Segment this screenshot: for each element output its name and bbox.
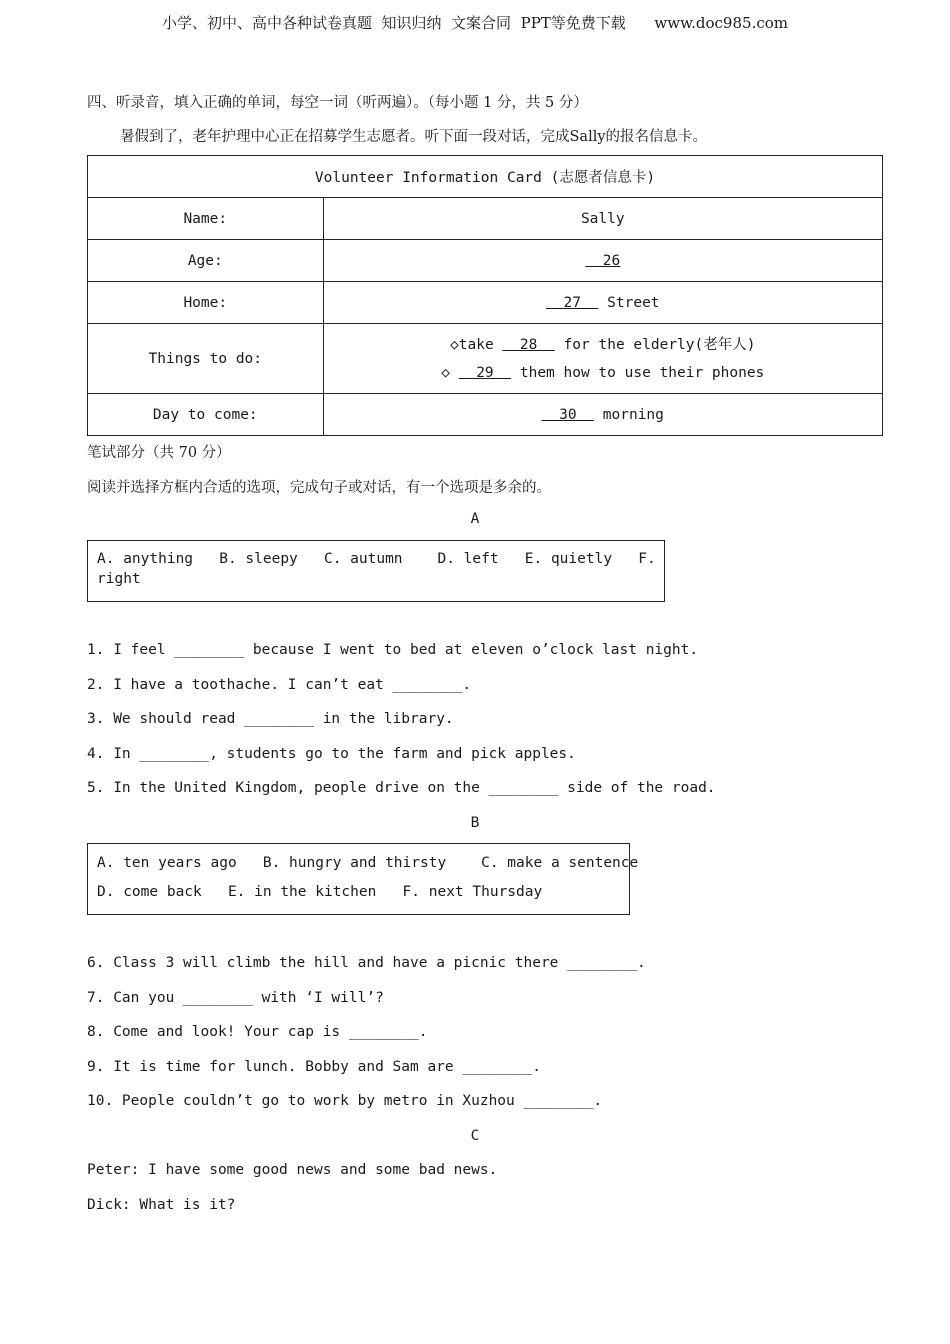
things-line-2-suffix: them how to use their phones <box>511 364 765 381</box>
name-value: Sally <box>323 198 882 240</box>
day-suffix: morning <box>594 406 664 423</box>
blank-30: 30 <box>541 406 595 423</box>
part-b-label: B <box>470 815 480 831</box>
part-a-label: A <box>470 511 480 527</box>
options-b-line-1: A. ten years ago B. hungry and thirsty C. make a sentence <box>97 855 639 871</box>
card-title: Volunteer Information Card (志愿者信息卡) <box>88 156 883 198</box>
options-box-a <box>87 540 665 602</box>
question-8: 8. Come and look! Your cap is ________. <box>87 1024 428 1040</box>
question-4: 4. In ________, students go to the farm and pick apples. <box>87 746 576 762</box>
things-line-1-suffix: for the elderly(老年人) <box>554 336 756 353</box>
blank-27: 27 <box>546 294 599 311</box>
things-line-1-prefix: ◇take <box>450 336 503 353</box>
age-label: Age: <box>88 240 324 282</box>
part-c-label: C <box>470 1128 480 1144</box>
things-line-2 <box>324 359 882 387</box>
age-value: 26 <box>585 252 621 269</box>
things-line-2-prefix: ◇ <box>441 364 459 381</box>
name-label: Name: <box>88 198 324 240</box>
question-10: 10. People couldn’t go to work by metro in Xuzhou ________. <box>87 1093 603 1109</box>
volunteer-card <box>87 155 883 436</box>
section-title: 四、听录音，填入正确的单词，每空一词（听两遍）。（每小题 1 分，共 5 分） <box>87 95 588 111</box>
question-3: 3. We should read ________ in the library. <box>87 711 454 727</box>
age-cell <box>323 240 882 282</box>
home-cell <box>323 282 882 324</box>
options-a-line-1: A. anything B. sleepy C. autumn D. left E. quietly F. <box>97 551 656 567</box>
question-9: 9. It is time for lunch. Bobby and Sam are ________. <box>87 1059 541 1075</box>
written-instruction: 阅读并选择方框内合适的选项，完成句子或对话，有一个选项是多余的。 <box>87 480 551 496</box>
question-7: 7. Can you ________ with ‘I will’? <box>87 990 384 1006</box>
home-label: Home: <box>88 282 324 324</box>
question-1: 1. I feel ________ because I went to bed at eleven o’clock last night. <box>87 642 699 658</box>
day-cell <box>323 394 882 436</box>
options-a-line-2: right <box>97 571 141 587</box>
question-6: 6. Class 3 will climb the hill and have a picnic there ________. <box>87 955 646 971</box>
question-2: 2. I have a toothache. I can’t eat ________. <box>87 677 472 693</box>
things-line-1 <box>324 331 882 359</box>
page-header: 小学、初中、高中各种试卷真题 知识归纳 文案合同 PPT等免费下载 www.doc985.com <box>161 14 788 32</box>
things-label: Things to do: <box>88 324 324 394</box>
dialogue-line-2: Dick: What is it? <box>87 1197 236 1213</box>
home-suffix: Street <box>598 294 660 311</box>
written-title: 笔试部分（共 70 分） <box>87 445 231 461</box>
blank-28: 28 <box>502 336 555 353</box>
section-intro: 暑假到了，老年护理中心正在招募学生志愿者。听下面一段对话，完成Sally的报名信息卡。 <box>120 129 708 145</box>
day-label: Day to come: <box>88 394 324 436</box>
question-5: 5. In the United Kingdom, people drive on the ________ side of the road. <box>87 780 716 796</box>
dialogue-line-1: Peter: I have some good news and some bad news. <box>87 1162 498 1178</box>
things-cell <box>323 324 882 394</box>
blank-29: 29 <box>458 364 512 381</box>
options-box-b <box>87 843 639 915</box>
options-b-line-2: D. come back E. in the kitchen F. next Thursday <box>97 884 543 900</box>
